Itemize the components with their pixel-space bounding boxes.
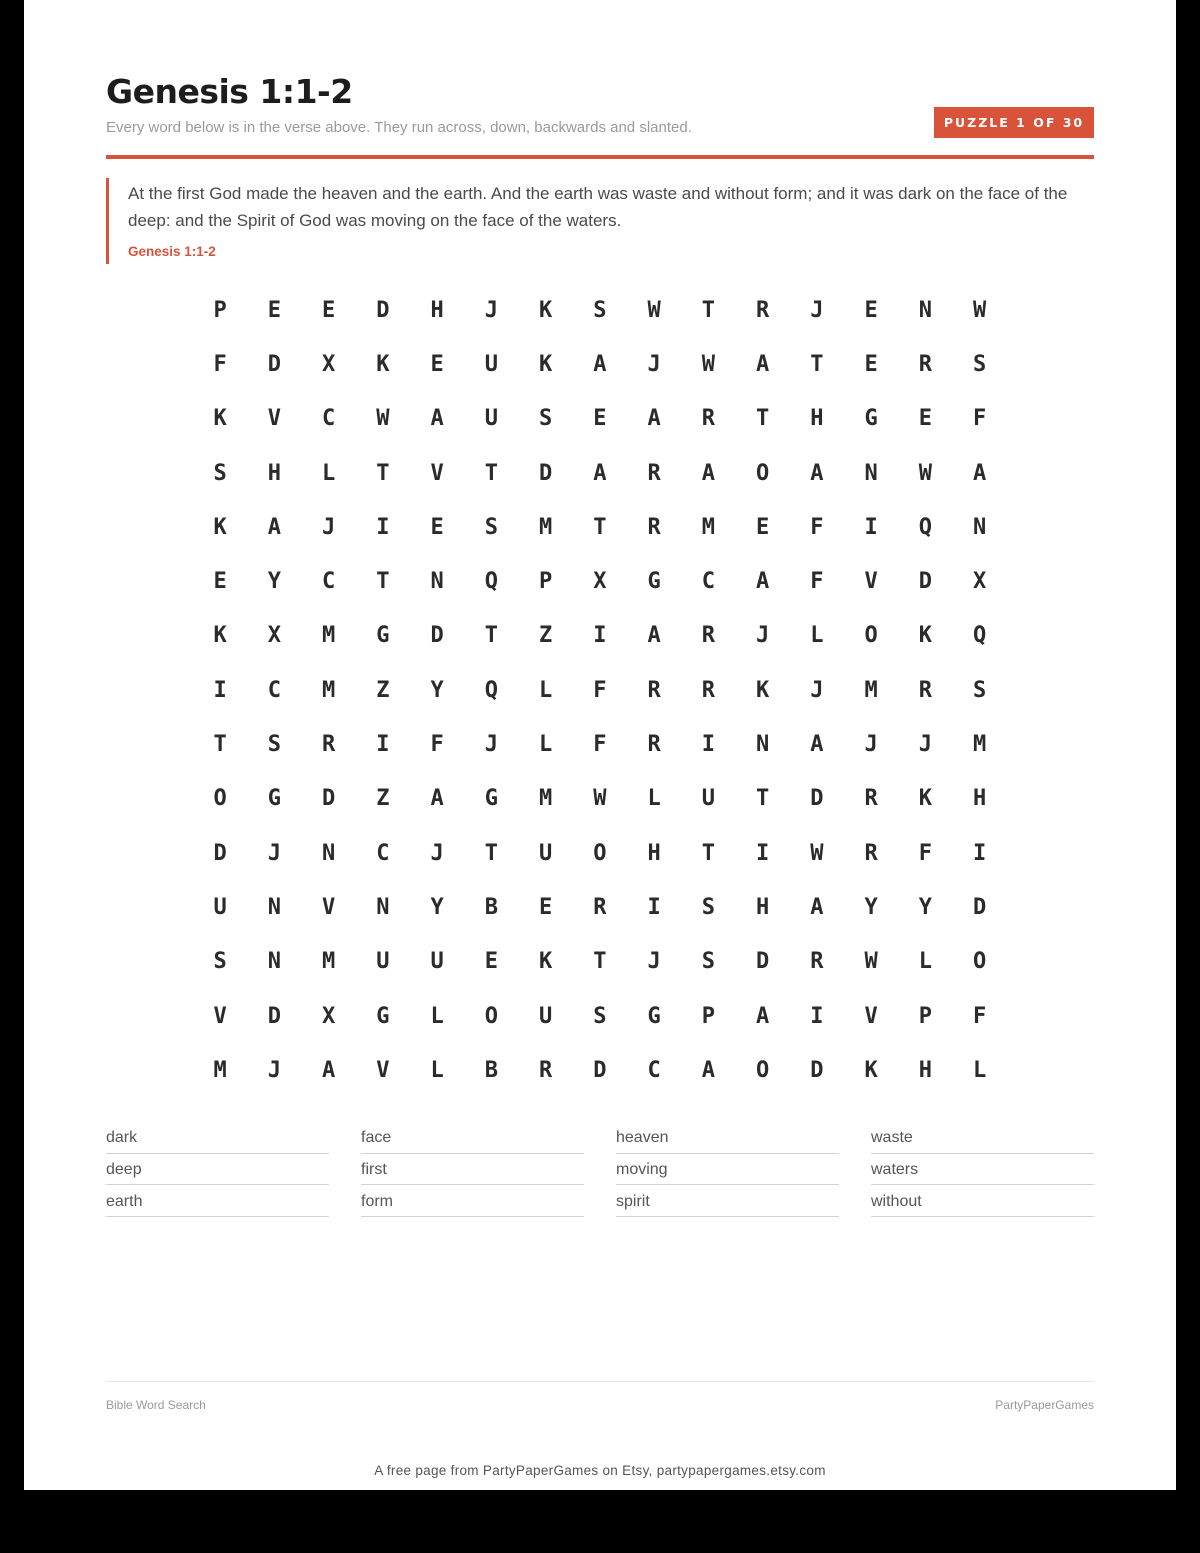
grid-letter[interactable]: I (701, 732, 715, 758)
grid-letter[interactable]: N (376, 894, 390, 920)
grid-letter[interactable]: V (322, 894, 336, 920)
grid-letter[interactable]: V (376, 1057, 390, 1083)
grid-letter[interactable]: R (647, 460, 661, 486)
grid-letter[interactable]: M (322, 623, 336, 649)
grid-letter[interactable]: U (430, 949, 444, 975)
grid-letter[interactable]: H (810, 406, 824, 432)
grid-letter[interactable]: H (756, 894, 770, 920)
grid-letter[interactable]: G (647, 569, 661, 595)
grid-letter[interactable]: T (484, 840, 498, 866)
grid-letter[interactable]: B (484, 1057, 498, 1083)
grid-letter[interactable]: R (756, 297, 770, 323)
grid-letter[interactable]: R (701, 623, 715, 649)
grid-letter[interactable]: M (973, 732, 987, 758)
grid-letter[interactable]: Z (539, 623, 553, 649)
grid-letter[interactable]: E (430, 351, 444, 377)
grid-letter[interactable]: P (213, 297, 227, 323)
grid-letter[interactable]: D (973, 894, 987, 920)
grid-letter[interactable]: I (864, 514, 878, 540)
grid-letter[interactable]: M (539, 514, 553, 540)
grid-letter[interactable]: F (973, 1003, 987, 1029)
grid-letter[interactable]: Q (973, 623, 987, 649)
grid-letter[interactable]: A (322, 1057, 336, 1083)
grid-letter[interactable]: F (430, 732, 444, 758)
grid-letter[interactable]: A (756, 351, 770, 377)
word-list-item: face (361, 1122, 584, 1154)
grid-letter[interactable]: P (539, 569, 553, 595)
grid-letter[interactable]: J (430, 840, 444, 866)
grid-letter[interactable]: W (701, 351, 715, 377)
grid-letter[interactable]: Y (430, 894, 444, 920)
grid-letter[interactable]: R (864, 786, 878, 812)
grid-letter[interactable]: D (756, 949, 770, 975)
grid-letter[interactable]: U (484, 406, 498, 432)
grid-letter[interactable]: K (756, 677, 770, 703)
grid-letter[interactable]: T (593, 949, 607, 975)
grid-letter[interactable]: S (973, 351, 987, 377)
grid-letter[interactable]: N (864, 460, 878, 486)
grid-letter[interactable]: I (376, 514, 390, 540)
grid-letter[interactable]: S (213, 460, 227, 486)
grid-letter[interactable]: W (810, 840, 824, 866)
grid-letter[interactable]: A (701, 460, 715, 486)
grid-letter[interactable]: E (864, 297, 878, 323)
footer-series-label: Bible Word Search (106, 1398, 206, 1412)
grid-letter[interactable]: M (213, 1057, 227, 1083)
grid-letter[interactable]: D (918, 569, 932, 595)
grid-letter[interactable]: H (267, 460, 281, 486)
grid-letter[interactable]: I (973, 840, 987, 866)
grid-letter[interactable]: K (213, 406, 227, 432)
grid-letter[interactable]: M (539, 786, 553, 812)
grid-letter[interactable]: L (539, 677, 553, 703)
grid-letter[interactable]: P (918, 1003, 932, 1029)
grid-letter[interactable]: E (484, 949, 498, 975)
grid-letter[interactable]: L (430, 1003, 444, 1029)
grid-letter[interactable]: E (430, 514, 444, 540)
grid-letter[interactable]: U (213, 894, 227, 920)
grid-letter[interactable]: J (864, 732, 878, 758)
word-list (106, 1122, 1094, 1217)
grid-letter[interactable]: R (647, 732, 661, 758)
grid-letter[interactable]: G (864, 406, 878, 432)
grid-letter[interactable]: U (376, 949, 390, 975)
grid-letter[interactable]: R (647, 514, 661, 540)
grid-letter[interactable]: U (701, 786, 715, 812)
grid-letter[interactable]: J (267, 1057, 281, 1083)
grid-letter[interactable]: T (756, 786, 770, 812)
grid-letter[interactable]: N (756, 732, 770, 758)
grid-letter[interactable]: G (484, 786, 498, 812)
grid-letter[interactable]: S (213, 949, 227, 975)
grid-letter[interactable]: J (322, 514, 336, 540)
grid-letter[interactable]: R (701, 406, 715, 432)
grid-letter[interactable]: K (864, 1057, 878, 1083)
grid-letter[interactable]: J (484, 297, 498, 323)
grid-letter[interactable]: E (864, 351, 878, 377)
grid-letter[interactable]: X (322, 351, 336, 377)
grid-letter[interactable]: W (593, 786, 607, 812)
grid-letter[interactable]: A (810, 460, 824, 486)
grid-letter[interactable]: D (810, 786, 824, 812)
grid-letter[interactable]: K (918, 786, 932, 812)
grid-letter[interactable]: W (647, 297, 661, 323)
grid-letter[interactable]: A (701, 1057, 715, 1083)
grid-letter[interactable]: G (376, 1003, 390, 1029)
grid-letter[interactable]: H (430, 297, 444, 323)
grid-letter[interactable]: M (864, 677, 878, 703)
grid-letter[interactable]: D (430, 623, 444, 649)
word-list-item: moving (616, 1154, 839, 1186)
grid-letter[interactable]: A (593, 460, 607, 486)
grid-letter[interactable]: I (647, 894, 661, 920)
grid-letter[interactable]: D (267, 351, 281, 377)
grid-letter[interactable]: N (430, 569, 444, 595)
grid-letter[interactable]: G (267, 786, 281, 812)
header-divider (106, 155, 1094, 159)
grid-letter[interactable]: L (322, 460, 336, 486)
grid-letter[interactable]: R (918, 677, 932, 703)
grid-letter[interactable]: X (973, 569, 987, 595)
word-list-item: waste (871, 1122, 1094, 1154)
grid-letter[interactable]: D (267, 1003, 281, 1029)
grid-letter[interactable]: Q (484, 569, 498, 595)
word-list-item: earth (106, 1185, 329, 1217)
grid-letter[interactable]: E (322, 297, 336, 323)
grid-letter[interactable]: D (376, 297, 390, 323)
grid-letter[interactable]: A (810, 894, 824, 920)
grid-letter[interactable]: H (973, 786, 987, 812)
grid-letter[interactable]: S (701, 894, 715, 920)
grid-letter[interactable]: Y (918, 894, 932, 920)
grid-letter[interactable]: T (701, 840, 715, 866)
grid-letter[interactable]: A (430, 786, 444, 812)
grid-letter[interactable]: E (918, 406, 932, 432)
grid-letter[interactable]: I (810, 1003, 824, 1029)
grid-letter[interactable]: O (484, 1003, 498, 1029)
grid-letter[interactable]: P (701, 1003, 715, 1029)
grid-letter[interactable]: Q (484, 677, 498, 703)
grid-letter[interactable]: A (430, 406, 444, 432)
grid-letter[interactable]: V (430, 460, 444, 486)
grid-letter[interactable]: D (539, 460, 553, 486)
grid-letter[interactable]: J (267, 840, 281, 866)
grid-letter[interactable]: X (267, 623, 281, 649)
grid-letter[interactable]: J (484, 732, 498, 758)
grid-letter[interactable]: A (756, 569, 770, 595)
grid-letter[interactable]: S (593, 1003, 607, 1029)
grid-letter[interactable]: I (756, 840, 770, 866)
grid-letter[interactable]: J (647, 351, 661, 377)
grid-letter[interactable]: F (810, 569, 824, 595)
grid-letter[interactable]: N (918, 297, 932, 323)
word-list-item: heaven (616, 1122, 839, 1154)
grid-letter[interactable]: C (267, 677, 281, 703)
grid-letter[interactable]: W (864, 949, 878, 975)
grid-letter[interactable]: O (864, 623, 878, 649)
grid-letter[interactable]: D (213, 840, 227, 866)
grid-letter[interactable]: N (973, 514, 987, 540)
grid-letter[interactable]: D (810, 1057, 824, 1083)
grid-letter[interactable]: R (539, 1057, 553, 1083)
grid-letter[interactable]: B (484, 894, 498, 920)
grid-letter[interactable]: T (213, 732, 227, 758)
letter-grid (193, 283, 1007, 1097)
grid-letter[interactable]: F (213, 351, 227, 377)
word-list-item: spirit (616, 1185, 839, 1217)
grid-letter[interactable]: Z (376, 786, 390, 812)
grid-letter[interactable]: M (322, 949, 336, 975)
grid-letter[interactable]: E (267, 297, 281, 323)
grid-letter[interactable]: F (918, 840, 932, 866)
grid-letter[interactable]: M (701, 514, 715, 540)
grid-letter[interactable]: L (973, 1057, 987, 1083)
grid-letter[interactable]: L (539, 732, 553, 758)
grid-letter[interactable]: V (267, 406, 281, 432)
grid-letter[interactable]: O (213, 786, 227, 812)
grid-letter[interactable]: F (593, 677, 607, 703)
page-subtitle: Every word below is in the verse above. They run across, down, backwards and slanted. (106, 119, 692, 136)
grid-letter[interactable]: J (918, 732, 932, 758)
grid-letter[interactable]: A (973, 460, 987, 486)
grid-letter[interactable]: W (918, 460, 932, 486)
grid-letter[interactable]: T (810, 351, 824, 377)
grid-letter[interactable]: K (376, 351, 390, 377)
grid-letter[interactable]: T (701, 297, 715, 323)
grid-letter[interactable]: N (322, 840, 336, 866)
grid-letter[interactable]: T (484, 460, 498, 486)
grid-letter[interactable]: T (376, 569, 390, 595)
grid-letter[interactable]: U (484, 351, 498, 377)
grid-letter[interactable]: L (918, 949, 932, 975)
grid-letter[interactable]: G (376, 623, 390, 649)
grid-letter[interactable]: T (376, 460, 390, 486)
grid-letter[interactable]: K (539, 297, 553, 323)
grid-letter[interactable]: R (864, 840, 878, 866)
grid-letter[interactable]: D (593, 1057, 607, 1083)
grid-letter[interactable]: G (647, 1003, 661, 1029)
footer-credit: A free page from PartyPaperGames on Etsy, partypapergames.etsy.com (374, 1463, 826, 1478)
grid-letter[interactable]: C (647, 1057, 661, 1083)
grid-letter[interactable]: V (213, 1003, 227, 1029)
word-list-item: first (361, 1154, 584, 1186)
grid-letter[interactable]: Z (376, 677, 390, 703)
grid-letter[interactable]: C (376, 840, 390, 866)
grid-letter[interactable]: I (213, 677, 227, 703)
grid-letter[interactable]: V (864, 1003, 878, 1029)
grid-letter[interactable]: O (756, 1057, 770, 1083)
grid-letter[interactable]: Q (918, 514, 932, 540)
grid-letter[interactable]: J (810, 297, 824, 323)
grid-letter[interactable]: X (593, 569, 607, 595)
grid-letter[interactable]: C (322, 569, 336, 595)
grid-letter[interactable]: H (918, 1057, 932, 1083)
grid-letter[interactable]: K (539, 949, 553, 975)
grid-letter[interactable]: A (647, 406, 661, 432)
grid-letter[interactable]: O (593, 840, 607, 866)
word-list-item: waters (871, 1154, 1094, 1186)
grid-letter[interactable]: A (810, 732, 824, 758)
grid-letter[interactable]: C (701, 569, 715, 595)
grid-letter[interactable]: R (647, 677, 661, 703)
grid-letter[interactable]: S (539, 406, 553, 432)
grid-letter[interactable]: S (701, 949, 715, 975)
grid-letter[interactable]: N (267, 894, 281, 920)
grid-letter[interactable]: L (810, 623, 824, 649)
grid-letter[interactable]: Y (864, 894, 878, 920)
grid-letter[interactable]: S (267, 732, 281, 758)
grid-letter[interactable]: J (647, 949, 661, 975)
word-list-item: deep (106, 1154, 329, 1186)
grid-letter[interactable]: J (756, 623, 770, 649)
grid-letter[interactable]: S (593, 297, 607, 323)
verse-reference: Genesis 1:1-2 (128, 244, 216, 259)
grid-letter[interactable]: F (973, 406, 987, 432)
grid-letter[interactable]: H (647, 840, 661, 866)
grid-letter[interactable]: D (322, 786, 336, 812)
grid-letter[interactable]: K (213, 514, 227, 540)
grid-letter[interactable]: R (918, 351, 932, 377)
grid-letter[interactable]: S (484, 514, 498, 540)
grid-letter[interactable]: W (376, 406, 390, 432)
grid-letter[interactable]: F (593, 732, 607, 758)
grid-letter[interactable]: T (484, 623, 498, 649)
grid-letter[interactable]: L (430, 1057, 444, 1083)
puzzle-number-badge: PUZZLE 1 OF 30 (934, 107, 1094, 138)
grid-letter[interactable]: F (810, 514, 824, 540)
grid-letter[interactable]: M (322, 677, 336, 703)
grid-letter[interactable]: E (593, 406, 607, 432)
grid-letter[interactable]: I (376, 732, 390, 758)
grid-letter[interactable]: W (973, 297, 987, 323)
grid-letter[interactable]: R (810, 949, 824, 975)
grid-letter[interactable]: U (539, 840, 553, 866)
grid-letter[interactable]: O (973, 949, 987, 975)
word-list-item: form (361, 1185, 584, 1217)
grid-letter[interactable]: T (756, 406, 770, 432)
grid-letter[interactable]: X (322, 1003, 336, 1029)
grid-letter[interactable]: I (593, 623, 607, 649)
worksheet-page (24, 0, 1176, 1490)
footer-brand: PartyPaperGames (995, 1398, 1094, 1412)
word-list-item: without (871, 1185, 1094, 1217)
grid-letter[interactable]: K (213, 623, 227, 649)
verse-quote (106, 178, 1090, 264)
grid-letter[interactable]: A (756, 1003, 770, 1029)
page-title: Genesis 1:1-2 (106, 72, 353, 111)
grid-letter[interactable]: A (267, 514, 281, 540)
grid-letter[interactable]: R (701, 677, 715, 703)
grid-letter[interactable]: U (539, 1003, 553, 1029)
grid-letter[interactable]: O (756, 460, 770, 486)
grid-letter[interactable]: V (864, 569, 878, 595)
grid-letter[interactable]: E (756, 514, 770, 540)
grid-letter[interactable]: A (647, 623, 661, 649)
grid-letter[interactable]: T (593, 514, 607, 540)
grid-letter[interactable]: R (322, 732, 336, 758)
grid-letter[interactable]: N (267, 949, 281, 975)
grid-letter[interactable]: K (539, 351, 553, 377)
grid-letter[interactable]: K (918, 623, 932, 649)
grid-letter[interactable]: J (810, 677, 824, 703)
verse-text: At the first God made the heaven and the earth. And the earth was waste and without form; and it was dark on the face of the deep: and the Spirit of God was moving on the face of the waters. (128, 184, 1068, 230)
grid-letter[interactable]: E (539, 894, 553, 920)
footer-divider (106, 1381, 1094, 1382)
grid-letter[interactable]: C (322, 406, 336, 432)
grid-letter[interactable]: A (593, 351, 607, 377)
grid-letter[interactable]: E (213, 569, 227, 595)
grid-letter[interactable]: L (647, 786, 661, 812)
grid-letter[interactable]: Y (267, 569, 281, 595)
grid-letter[interactable]: S (973, 677, 987, 703)
word-list-item: dark (106, 1122, 329, 1154)
grid-letter[interactable]: R (593, 894, 607, 920)
grid-letter[interactable]: Y (430, 677, 444, 703)
